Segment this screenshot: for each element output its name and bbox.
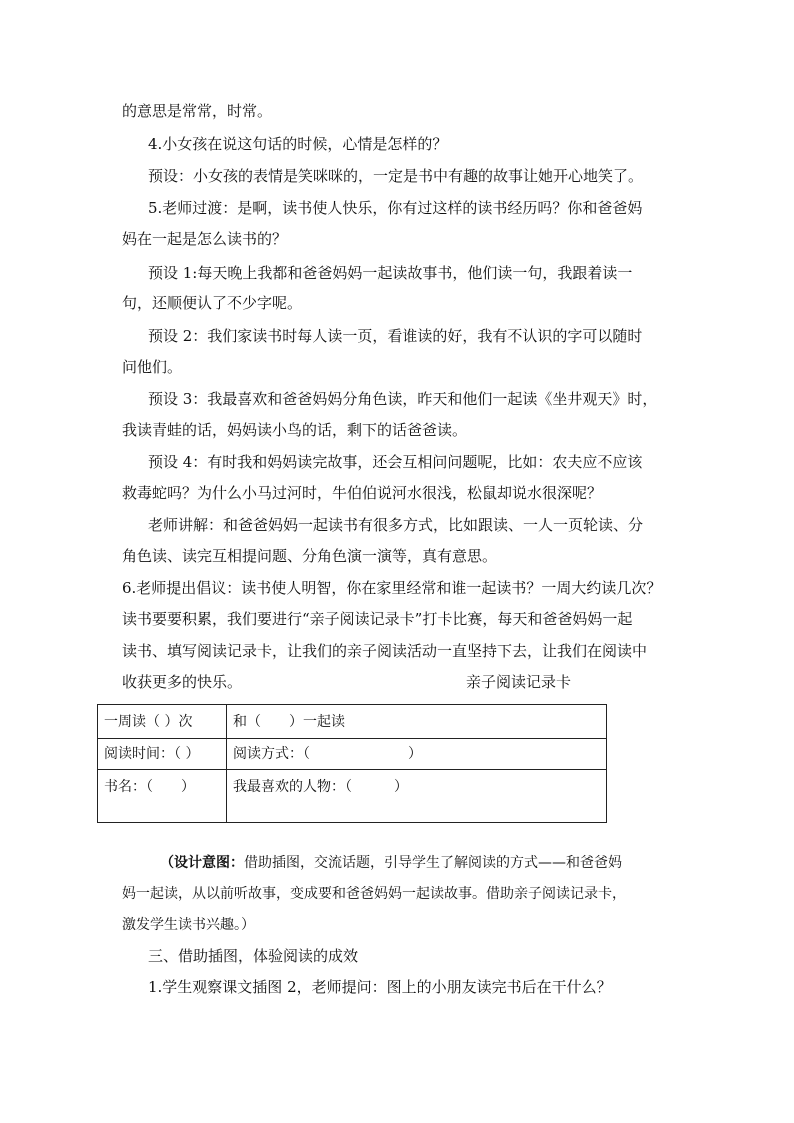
table-row [98,770,607,823]
text-line: 5.老师过渡：是啊，读书使人快乐，你有过这样的读书经历吗？你和爸爸妈 [148,199,643,217]
text-line: 预设：小女孩的表情是笑咪咪的，一定是书中有趣的故事让她开心地笑了。 [148,167,644,185]
design-intent-head: （设计意图： [160,855,244,871]
text-line: 妈在一起是怎么读书的？ [122,230,288,248]
table-cell: 阅读方式：（ ） [227,739,607,770]
text-line: 老师讲解：和爸爸妈妈一起读书有很多方式，比如跟读、一人一页轮读、分 [148,516,644,534]
table-cell: 我最喜欢的人物：（ ） [227,770,607,823]
text-line: 预设 2：我们家读书时每人读一页，看谁读的好，我有不认识的字可以随时 [148,327,643,345]
text-line: 角色读、读完互相提问题、分角色演一演等，真有意思。 [122,547,498,565]
text-line: 救毒蛇吗？为什么小马过河时，牛伯伯说河水很浅，松鼠却说水很深呢？ [122,484,603,502]
text-line: 收获更多的快乐。 [122,673,243,691]
design-intent-text: 借助插图，交流话题，引导学生了解阅读的方式——和爸爸妈 [244,855,622,871]
design-intent-line: 激发学生读书兴趣。） [122,917,255,933]
text-line: 4.小女孩在说这句话的时候，心情是怎样的？ [148,135,448,153]
text-line: 预设 4：有时我和妈妈读完故事，还会互相问问题呢，比如：农夫应不应该 [148,453,643,471]
design-intent-line: 妈一起读，从以前听故事，变成要和爸爸妈妈一起读故事。借助亲子阅读记录卡， [122,886,626,902]
reading-record-card [97,704,607,823]
text-line: 我读青蛙的话，妈妈读小鸟的话，剩下的话爸爸读。 [122,421,468,439]
table-cell: 阅读时间：（ ） [98,739,227,770]
text-line: 1.学生观察课文插图 2，老师提问：图上的小朋友读完书后在干什么？ [148,978,612,996]
table-cell: 书名：（ ） [98,770,227,823]
table-cell: 和（ ）一起读 [227,705,607,739]
text-line: 问他们。 [122,358,183,376]
text-line: 句，还顺便认了不少字呢。 [122,294,303,312]
text-line: 6.老师提出倡议：读书使人明智，你在家里经常和谁一起读书？一周大约读几次？ [122,579,662,597]
text-line: 预设 3：我最喜欢和爸爸妈妈分角色读，昨天和他们一起读《坐井观天》时， [148,390,658,408]
text-line: 的意思是常常，时常。 [122,102,273,120]
table-cell: 一周读（ ）次 [98,705,227,739]
card-title: 亲子阅读记录卡 [466,673,572,691]
text-line: 预设 1:每天晚上我都和爸爸妈妈一起读故事书，他们读一句，我跟着读一 [148,264,633,282]
table-row [98,705,607,739]
table-row [98,739,607,770]
section-heading: 三、借助插图，体验阅读的成效 [148,947,359,965]
design-intent-line [160,852,622,874]
text-line: 读书、填写阅读记录卡，让我们的亲子阅读活动一直坚持下去，让我们在阅读中 [122,642,648,660]
text-line: 读书要要积累，我们要进行“亲子阅读记录卡”打卡比赛，每天和爸爸妈妈一起 [122,610,633,628]
